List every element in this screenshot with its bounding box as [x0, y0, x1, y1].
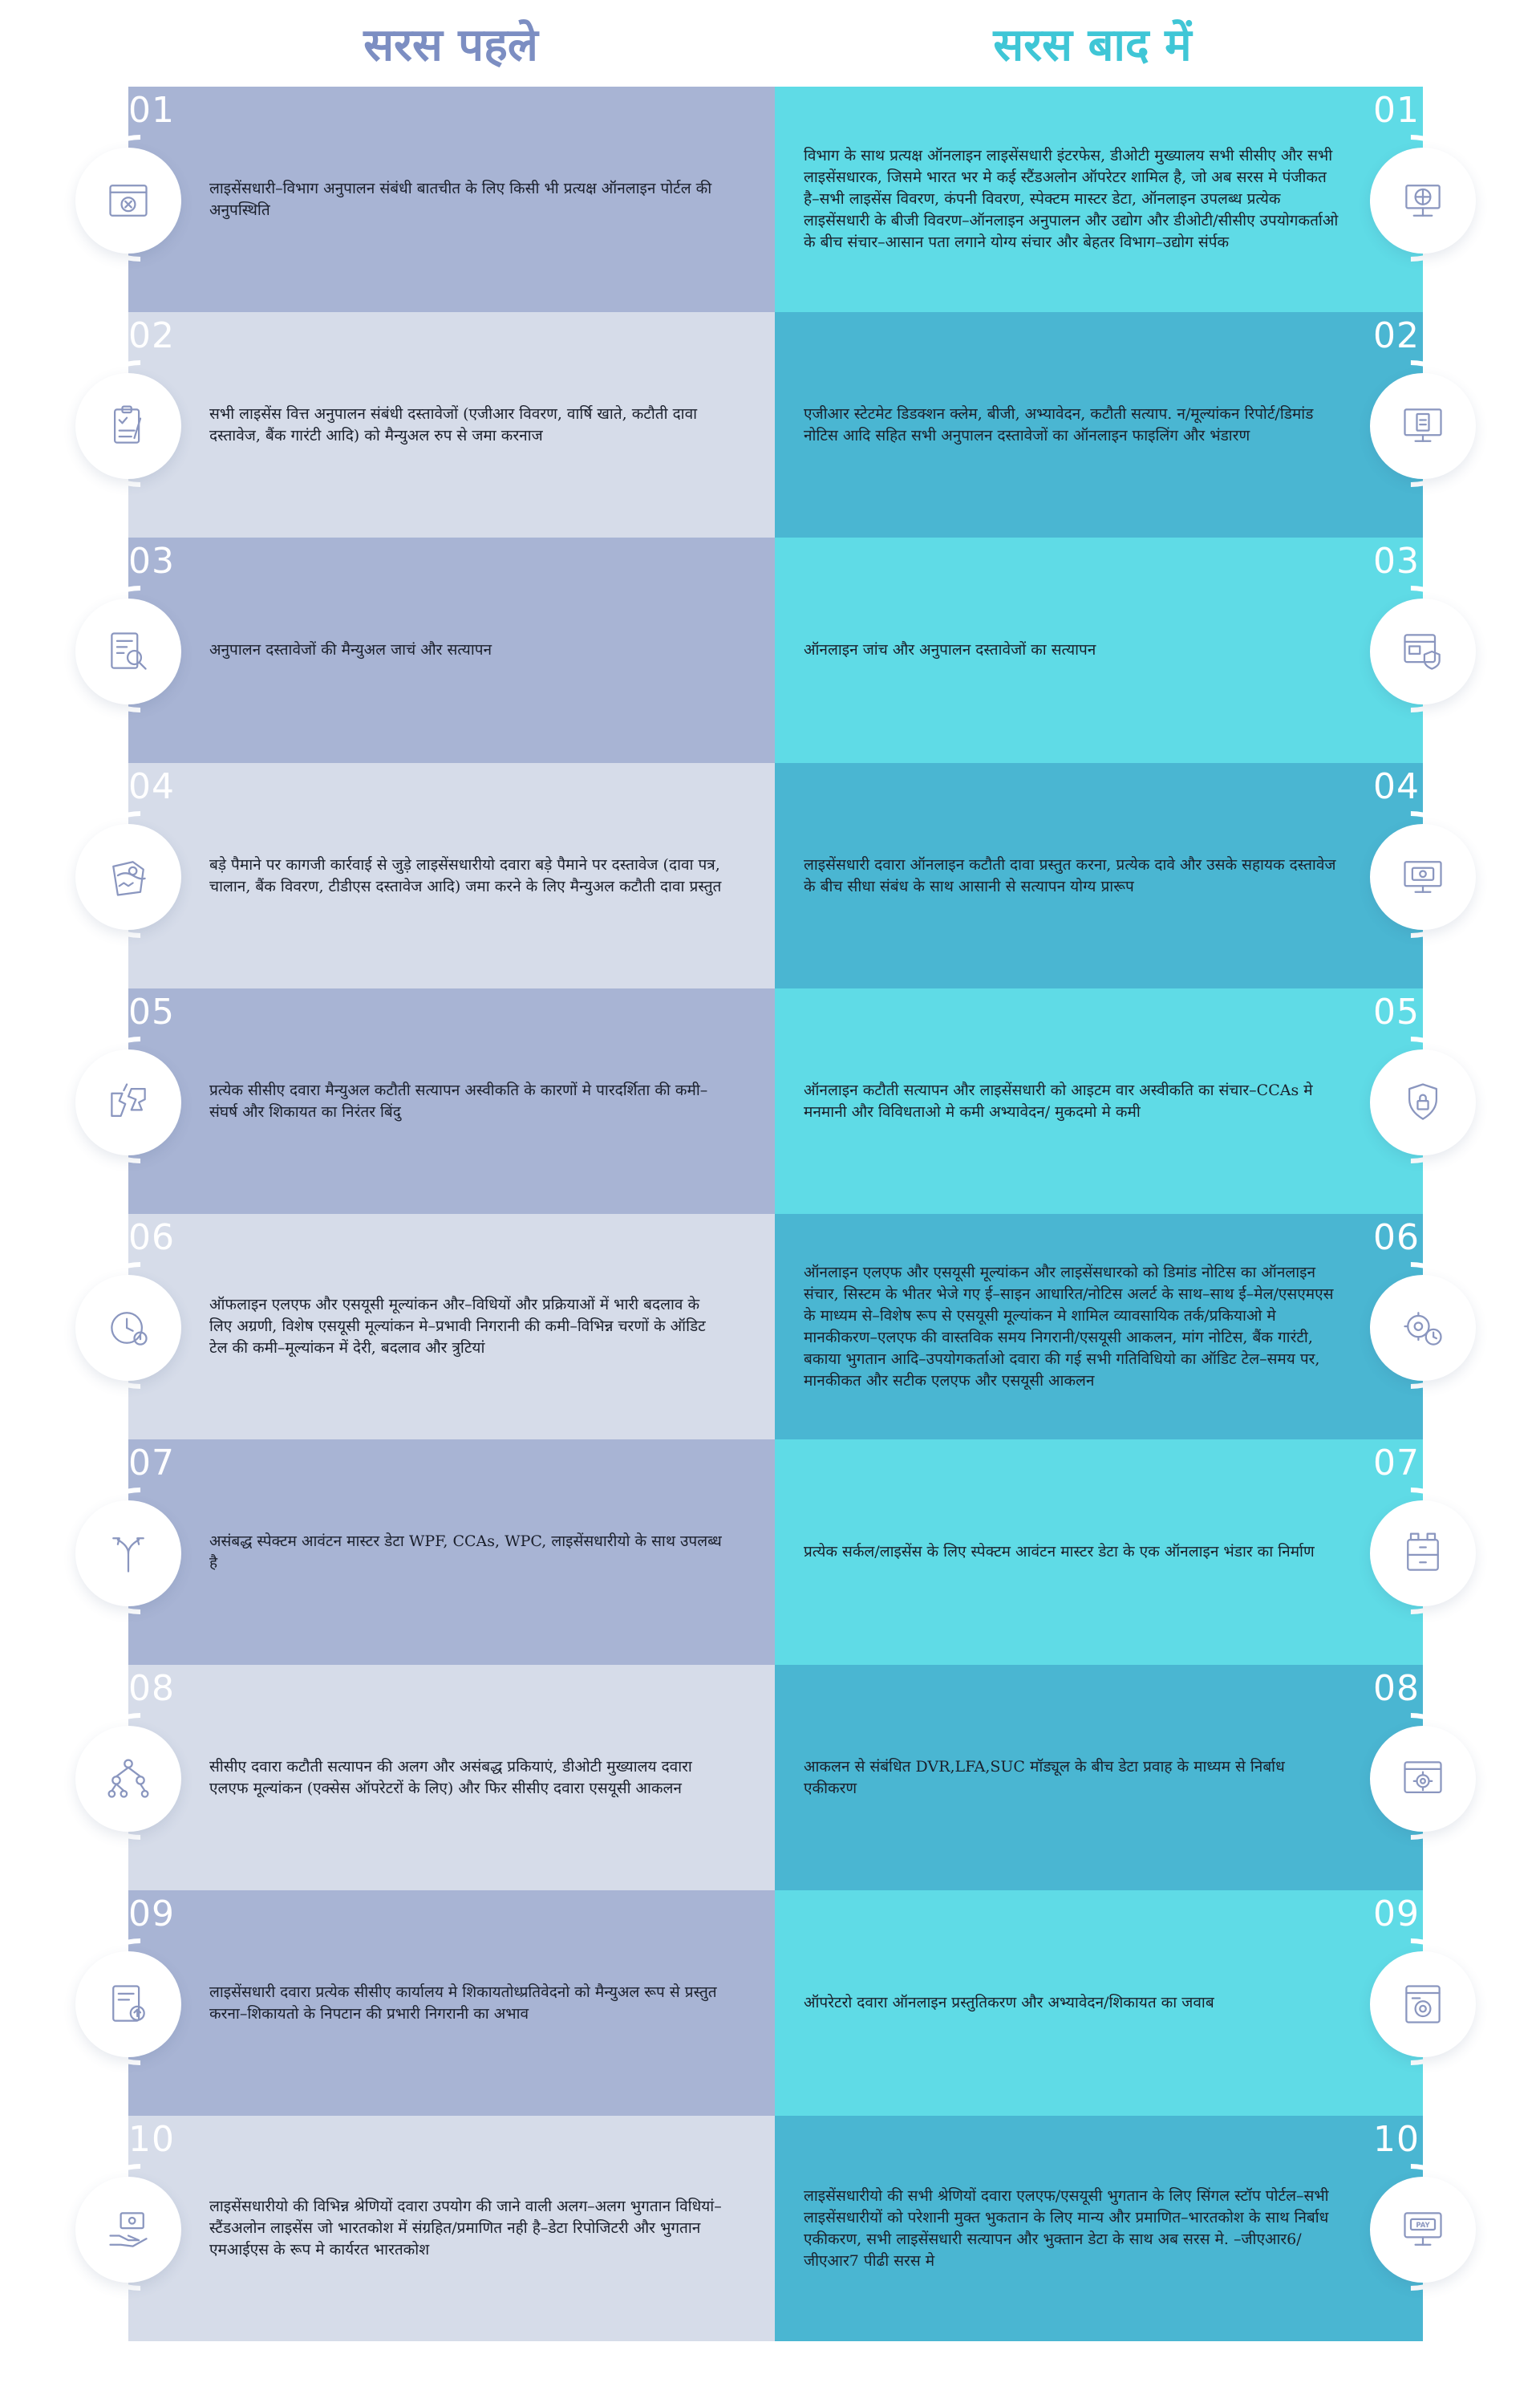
- row-number: 08: [128, 1668, 175, 1709]
- browser-error-icon: [75, 148, 181, 254]
- monitor-cash-icon: [1370, 824, 1476, 930]
- paper-bundle-icon: [75, 824, 181, 930]
- row-number: 02: [1373, 315, 1420, 356]
- clipboard-checklist-icon: [75, 373, 181, 479]
- after-cell: [775, 1890, 1423, 2116]
- after-cell: [775, 1214, 1423, 1439]
- gear-clock-icon: [1370, 1275, 1476, 1381]
- row-number: 09: [1373, 1894, 1420, 1934]
- after-text: एजीआर स्टेटमेट डिडक्शन क्लेम, बीजी, अभ्यावेदन, कटौती सत्याप. न/मूल्यांकन रिपोर्ट/डिमांड नोटिस आदि सहित सभी अनुपालन दस्तावेजों का ऑनलाइन फाइलिंग और भंडारण: [804, 404, 1314, 444]
- row-number: 10: [128, 2119, 175, 2160]
- after-cell: [775, 87, 1423, 312]
- before-cell: [128, 87, 775, 312]
- before-column-title: सरस पहले: [363, 19, 538, 71]
- before-cell: [128, 1665, 775, 1890]
- before-cell: [128, 988, 775, 1214]
- row-number: 04: [128, 766, 175, 807]
- online-document-icon: [1370, 373, 1476, 479]
- before-text: लाइसेंसधारीयो की विभिन्न श्रेणियों दवारा उपयोग की जाने वाली अलग–अलग भुगतान विधियां–स्टैंडअलोन लाइसेंस जो भारतकोश में संग्रहित/प्रमाणित नही है–डेटा रिपोजिटरी और भुगतान एमआईएस के रूप मे कार्यरत भारतकोश: [209, 2198, 722, 2259]
- after-cell: [775, 988, 1423, 1214]
- after-cell: [775, 538, 1423, 763]
- row-number: 09: [128, 1894, 175, 1934]
- row-number: 03: [1373, 541, 1420, 582]
- comparison-row: [0, 312, 1540, 538]
- row-number: 06: [128, 1217, 175, 1258]
- comparison-row: [0, 1890, 1540, 2116]
- before-text: लाइसेंसधारी दवारा प्रत्येक सीसीए कार्यालय मे शिकायतोध्प्रतिवेदनो को मैन्युअल रूप से प्रस्तुत करना–शिकायतो के निपटान की प्रभारी निगरानी का अभाव: [209, 1983, 717, 2023]
- svg-text:PAY: PAY: [1416, 2221, 1430, 2230]
- row-number: 05: [128, 992, 175, 1033]
- after-text: विभाग के साथ प्रत्यक्ष ऑनलाइन लाइसेंसधारी इंटरफेस, डीओटी मुख्यालय सभी सीसीए और सभी लाइसेंसधारक, जिसमे भारत भर मे कई स्टैंडअलोन ऑपरेटर शामिल है, जो अब सरस मे पंजीकत है–सभी लाइसेंस विवरण, कंपनी विवरण, स्पेक्टम मास्टर डेटा, ऑनलाइन उपलब्ध प्रत्येक लाइसेंसधारी के बीजी विवरण–ऑनलाइन अनुपालन और उद्योग और डीओटी/सीसीए उपयोगकर्ताओ के बीच संचार–आसान पता लगाने योग्य संचार और बेहतर विभाग–उद्योग संर्पक: [804, 147, 1339, 251]
- globe-network-icon: [1370, 148, 1476, 254]
- document-upload-icon: [75, 1951, 181, 2057]
- after-cell: [775, 1665, 1423, 1890]
- clock-warning-icon: [75, 1275, 181, 1381]
- file-cabinet-icon: [1370, 1500, 1476, 1606]
- comparison-row: [0, 87, 1540, 312]
- after-cell: [775, 763, 1423, 988]
- comparison-row: [0, 988, 1540, 1214]
- before-text: लाइसेंसधारी–विभाग अनुपालन संबंधी बातचीत के लिए किसी भी प्रत्यक्ष ऑनलाइन पोर्टल की अनुपस्थिति: [209, 179, 712, 219]
- before-text: सीसीए दवारा कटौती सत्यापन की अलग और असंबद्ध प्रकियाएं, डीओटी मुख्यालय दवारा एलएफ मूल्यांकन (एक्सेस ऑपरेटरों के लिए) और फिर सीसीए दवारा एसयूसी आकलन: [209, 1757, 692, 1797]
- document-search-icon: [75, 599, 181, 704]
- comparison-row: [0, 1665, 1540, 1890]
- row-number: 05: [1373, 992, 1420, 1033]
- after-text: लाइसेंसधारी दवारा ऑनलाइन कटौती दावा प्रस्तुत करना, प्रत्येक दावे और उसके सहायक दस्तावेज के बीच सीधा संबंध के साथ आसानी से सत्यापन योग्य प्रारूप: [804, 855, 1336, 895]
- row-number: 03: [128, 541, 175, 582]
- after-cell: [775, 2116, 1430, 2341]
- comparison-row: [0, 538, 1540, 763]
- row-number: 07: [1373, 1443, 1420, 1484]
- row-number: 07: [128, 1443, 175, 1484]
- row-number: 06: [1373, 1217, 1420, 1258]
- after-text: प्रत्येक सर्कल/लाइसेंस के लिए स्पेक्टम आवंटन मास्टर डेटा के एक ऑनलाइन भंडार का निर्माण: [804, 1543, 1315, 1561]
- before-text: प्रत्येक सीसीए दवारा मैन्युअल कटौती सत्यापन अस्वीकति के कारणों मे पारदर्शिता की कमी–संघर्ष और शिकायत का निरंतर बिंदु: [209, 1081, 708, 1121]
- shield-lock-icon: [1370, 1049, 1476, 1155]
- before-cell: [128, 763, 775, 988]
- before-text: अनुपालन दस्तावेजों की मैन्युअल जाचं और सत्यापन: [209, 641, 492, 659]
- row-number: 01: [1373, 90, 1420, 131]
- before-cell: [128, 312, 775, 538]
- comparison-row: [0, 763, 1540, 988]
- before-text: सभी लाइसेंस वित्त अनुपालन संबंधी दस्तावेजों (एजीआर विवरण, वार्षि खाते, कटौती दावा दस्तावेज, बैंक गारंटी आदि) को मैन्युअल रुप से जमा करनाज: [209, 404, 698, 444]
- before-cell: [128, 1214, 775, 1439]
- cash-hand-icon: [75, 2177, 181, 2283]
- after-cell: [775, 312, 1423, 538]
- row-number: 08: [1373, 1668, 1420, 1709]
- broken-puzzle-icon: [75, 1049, 181, 1155]
- before-text: असंबद्ध स्पेक्टम आवंटन मास्टर डेटा WPF, CCAs, WPC, लाइसेंसधारीयो के साथ उपलब्ध है: [209, 1532, 722, 1572]
- after-text: आकलन से संबंधित DVR,LFA,SUC मॉड्यूल के बीच डेटा प्रवाह के माध्यम से निर्बाध एकीकरण: [804, 1757, 1285, 1797]
- comparison-table: [0, 87, 1540, 2341]
- before-text: ऑफलाइन एलएफ और एसयूसी मूल्यांकन और–विधियों और प्रक्रियाओं में भारी बदलाव के लिए अग्रणी, विशेष एसयूसी मूल्यांकन मे–प्रभावी निगरानी की कमी–विभिन्न चरणों के ऑडिट टेल की कमी–मूल्यांकन में देरी, बदलाव और त्रुटियां: [209, 1296, 706, 1357]
- before-cell: [128, 538, 775, 763]
- before-text: बड़े पैमाने पर कागजी कार्रवाई से जुड़े लाइसेंसधारीयो दवारा बड़े पैमाने पर दस्तावेज (दावा पत्र, चालान, बैंक विवरण, टीडीएस दस्तावेज आदि) जमा करने के लिए मैन्युअल कटौती दावा प्रस्तुत: [209, 855, 722, 895]
- hierarchy-nodes-icon: [75, 1726, 181, 1832]
- row-number: 10: [1373, 2119, 1420, 2160]
- comparison-row: [0, 2116, 1540, 2341]
- comparison-row: [0, 1214, 1540, 1439]
- diverging-arrows-icon: [75, 1500, 181, 1606]
- pay-screen-icon: [1370, 2177, 1476, 2283]
- row-number: 01: [128, 90, 175, 131]
- row-number: 02: [128, 315, 175, 356]
- before-cell: [128, 2116, 775, 2341]
- after-text: ऑनलाइन जांच और अनुपालन दस्तावेजों का सत्यापन: [804, 641, 1096, 659]
- after-text: ऑनलाइन एलएफ और एसयूसी मूल्यांकन और लाइसेंसधारको को डिमांड नोटिस का ऑनलाइन संचार, सिस्टम के भीतर भेजे गए ई–साइन आधारित/नोटिस अलर्ट के साथ–साथ ई–मेल/एसएमएस के माध्यम से–विशेष रूप से एसयूसी मूल्यांकन मे शामिल व्यावसायिक तर्क/प्रकियाओ मे मानकीकरण–एलएफ की वास्तविक समय निगरानी/एसयूसी आकलन, मांग नोटिस, बैंक गारंटी, बकाया भुगतान आदि–उपयोगकर्ताओ दवारा की गई सभी गतिविधियो का ऑडिट टेल–समय पर, मानकीकत और सटीक एलएफ और एसयूसी आकलन: [804, 1263, 1334, 1390]
- browser-badge-icon: [1370, 1951, 1476, 2057]
- after-column-title: सरस बाद में: [993, 19, 1192, 71]
- comparison-row: [0, 1439, 1540, 1665]
- before-cell: [128, 1439, 775, 1665]
- after-text: लाइसेंसधारीयो की सभी श्रेणियों दवारा एलएफ/एसयूसी भुगतान के लिए सिंगल स्टॉप पोर्टल–सभी लाइसेंसधारीयों को परेशानी मुक्त भुकतान के लिए मान्य और प्रमाणित–भारतकोश के साथ निर्बाध एकीकरण, सभी लाइसेंसधारी सत्यापन और भुक्तान डेटा के साथ अब सरस मे. –जीएआर6/जीएआर7 पीढी सरस मे: [804, 2186, 1329, 2270]
- row-number: 04: [1373, 766, 1420, 807]
- after-text: ऑपरेटरो दवारा ऑनलाइन प्रस्तुतिकरण और अभ्यावेदन/शिकायत का जवाब: [804, 1994, 1214, 2011]
- browser-gear-icon: [1370, 1726, 1476, 1832]
- before-cell: [128, 1890, 775, 2116]
- after-cell: [775, 1439, 1423, 1665]
- after-text: ऑनलाइन कटौती सत्यापन और लाइसेंसधारी को आइटम वार अस्वीकति का संचार–CCAs मे मनमानी और विविधताओ मे कमी अभ्यावेदन/ मुकदमो मे कमी: [804, 1081, 1313, 1121]
- browser-shield-icon: [1370, 599, 1476, 704]
